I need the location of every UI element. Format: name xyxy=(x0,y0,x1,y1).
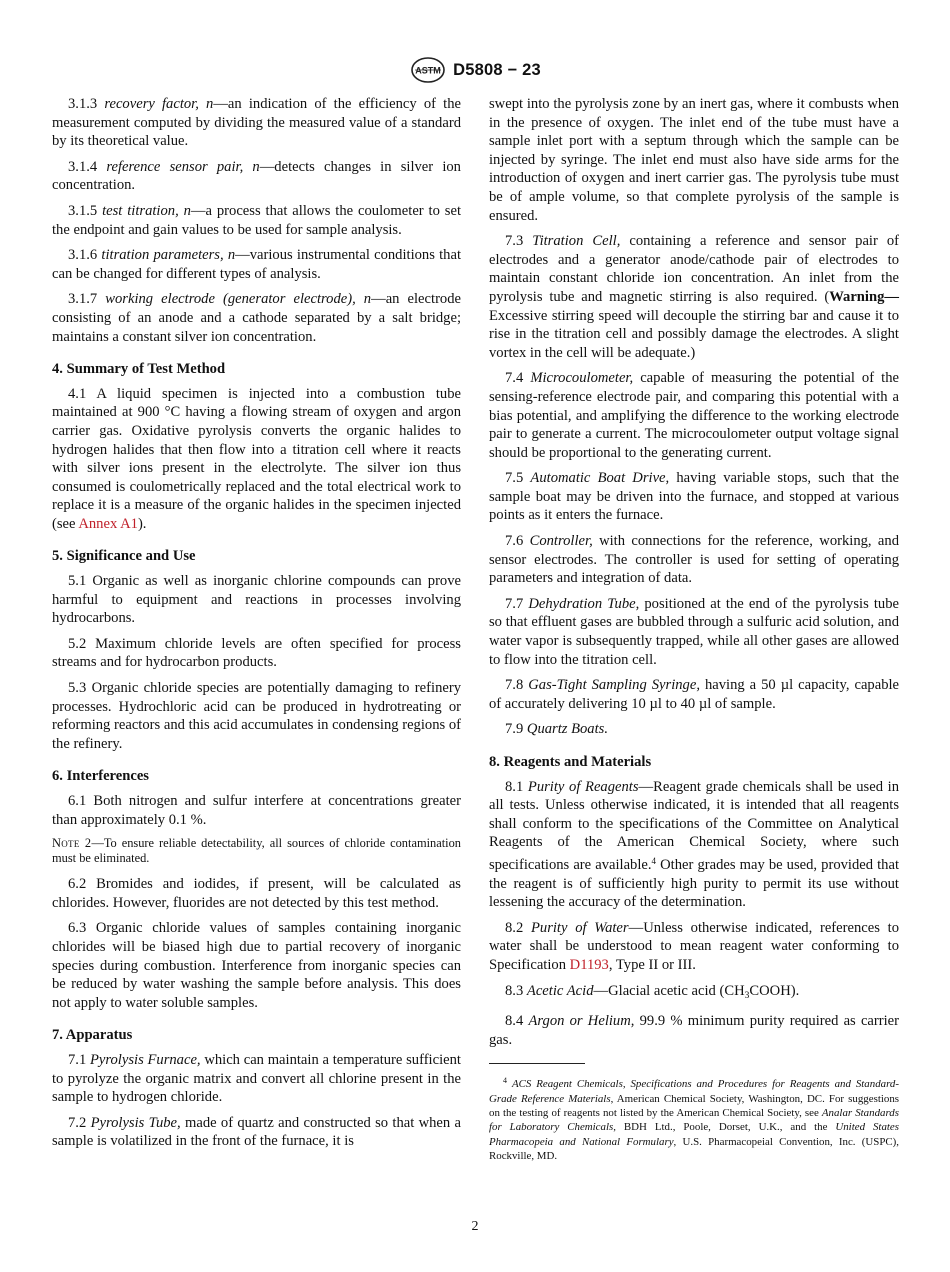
definition-3-1-5: 3.1.5 test titration, n—a process that allows the coulometer to set the endpoint and gain values to be used for sample analysis. xyxy=(52,202,461,238)
paragraph-7-5: 7.5 Automatic Boat Drive, having variable stops, such that the sample boat may be driven into the furnace, and stopped at various points as it enters the furnace. xyxy=(489,470,899,524)
paragraph-6-2: 6.2 Bromides and iodides, if present, will be calculated as chlorides. However, fluorides are not detected by this test method. xyxy=(52,876,461,911)
d1193-link[interactable]: D1193 xyxy=(569,956,609,973)
definition-3-1-4: 3.1.4 reference sensor pair, n—detects changes in silver ion concentration. xyxy=(52,158,461,194)
footnote-divider xyxy=(489,1063,585,1064)
paragraph-7-2-continued: swept into the pyrolysis zone by an inert gas, where it combusts when in the presence of oxygen. The inlet end of the tube must have a sample inlet port with a septum through which the sample can be injected by syringe. The inlet end must also have side arms for the introduction of oxygen and inert carrier gas. The pyrolysis tube must be of ample volume, so that complete pyrolysis of the sample is ensured. xyxy=(489,96,899,224)
paragraph-7-6: 7.6 Controller, with connections for the reference, working, and sensor electrodes. The controller is used for setting of operating parameters and integration of data. xyxy=(489,533,899,587)
left-column xyxy=(52,95,461,1158)
definition-3-1-6: 3.1.6 titration parameters, n—various instrumental conditions that can be changed for different types of analysis. xyxy=(52,247,462,282)
paragraph-8-2: 8.2 Purity of Water—Unless otherwise indicated, references to water shall be understood to mean reagent water conforming to Specification D1193, Type II or III. xyxy=(489,919,899,973)
section-5-heading: 5. Significance and Use xyxy=(52,548,196,565)
paragraph-7-7: 7.7 Dehydration Tube, positioned at the end of the pyrolysis tube so that effluent gases are bubbled through a sulfuric acid solution, and water vapor is subsequently trapped, while all other gases are allowed to flow into the titration cell. xyxy=(489,595,899,668)
paragraph-4-1: 4.1 A liquid specimen is injected into a combustion tube maintained at 900 °C having a flowing stream of oxygen and argon carrier gas. Oxidative pyrolysis converts the organic halides to hydrogen halides that then flow into a titration cell where it reacts with silver ions present in the electrolyte. The silver ion thus consumed is coulometrically replaced and the total electrical work to replace it is a measure of the organic halides in the specimen injected (see Annex A1). xyxy=(52,385,462,532)
astm-logo-icon xyxy=(409,57,447,83)
paragraph-7-3: 7.3 Titration Cell, containing a reference and sensor pair of electrodes and a generator anode/cathode pair of electrodes to maintain constant chloride ion concentration. An inlet from the pyrolysis tube and magnetic stirring is also required. (Warning—Excessive stirring speed will decouple the stirring bar and cause it to rise in the titration cell and possibly damage the electrodes. A slight vortex in the cell will be adequate.) xyxy=(489,233,900,361)
right-column xyxy=(489,95,899,1163)
warning-label: Warning— xyxy=(829,288,899,305)
paragraph-5-2: 5.2 Maximum chloride levels are often specified for process streams and for hydrocarbon products. xyxy=(52,635,461,671)
definition-3-1-3: 3.1.3 recovery factor, n—an indication of the efficiency of the measurement computed by dividing the measured value of a standard by its theoretical value. xyxy=(52,96,461,150)
document-id: D5808 − 23 xyxy=(453,60,541,79)
page-header xyxy=(0,56,950,84)
footnote-ref-4[interactable]: 4 xyxy=(651,855,657,866)
paragraph-7-8: 7.8 Gas-Tight Sampling Syringe, having a 50 µl capacity, capable of accurately delivering 10 µl to 40 µl of sample. xyxy=(489,677,900,712)
paragraph-6-3: 6.3 Organic chloride values of samples containing inorganic chlorides will be biased high due to partial recovery of inorganic species during combustion. Interference from inorganic species can be reduced by water washing the sample before analysis. This does not apply to water soluble samples. xyxy=(52,920,461,1011)
logo-text: ASTM xyxy=(415,65,441,76)
paragraph-7-9: 7.9 Quartz Boats. xyxy=(505,721,608,738)
paragraph-5-1: 5.1 Organic as well as inorganic chlorine compounds can prove harmful to equipment and reactions in processes involving hydrocarbons. xyxy=(52,573,462,627)
paragraph-8-1: 8.1 Purity of Reagents—Reagent grade chemicals shall be used in all tests. Unless otherwise indicated, it is intended that all reagents shall conform to the specifications of the Committee on Analytical Reagents of the American Chemical Society, where such specifications are available.$^4$ Other grades may be used, provided that the reagent is of sufficiently high purity to permit its use without lessening the accuracy of the determination. xyxy=(489,778,900,911)
section-7-heading: 7. Apparatus xyxy=(52,1027,133,1044)
paragraph-7-1: 7.1 Pyrolysis Furnace, which can maintain a temperature sufficient to pyrolyze the organic matrix and convert all chlorine present in the sample to hydrogen chloride. xyxy=(52,1051,461,1106)
page-number: 2 xyxy=(471,1219,479,1234)
paragraph-7-2: 7.2 Pyrolysis Tube, made of quartz and constructed so that when a sample is volatilized in the front of the furnace, it is xyxy=(52,1114,461,1150)
paragraph-5-3: 5.3 Organic chloride species are potentially damaging to refinery processes. Hydrochloric acid can be produced in hydrotreating or reforming reactors and this acid accumulates in condensing regions of the refinery. xyxy=(52,680,461,752)
section-6-heading: 6. Interferences xyxy=(52,768,149,785)
paragraph-6-1: 6.1 Both nitrogen and sulfur interfere at concentrations greater than approximately 0.1 %. xyxy=(52,793,461,828)
paragraph-8-4: 8.4 Argon or Helium, 99.9 % minimum purity required as carrier gas. xyxy=(489,1013,900,1048)
footnote-4: $^4$ ACS Reagent Chemicals, Specifications and Procedures for Reagents and Standard-Grade Reference Materials, American Chemical Society, Washington, DC. For suggestions on the testing of reagents not listed by the American Chemical Society, see Analar Standards for Laboratory Chemicals, BDH Ltd., Poole, Dorset, U.K., and the United States Pharmacopeia and National Formulary, U.S. Pharmacopeial Convention, Inc. (USPC), Rockville, MD. xyxy=(489,1076,900,1162)
note-2: Note 2—To ensure reliable detectability, all sources of chloride contamination must be eliminated. xyxy=(52,836,461,866)
paragraph-8-3: 8.3 Acetic Acid—Glacial acetic acid $(CH_3COOH)$. xyxy=(505,982,800,1001)
section-8-heading: 8. Reagents and Materials xyxy=(489,754,652,770)
paragraph-7-4: 7.4 Microcoulometer, capable of measuring the potential of the sensing-reference electrode pair, and comparing this potential with a bias potential, and amplifying the difference to the working electrode pair to generate a current. The microcoulometer output voltage signal should be proportional to the generating current. xyxy=(489,370,899,461)
definition-3-1-7: 3.1.7 working electrode (generator electrode), n—an electrode consisting of an anode and a cathode separated by a salt bridge; maintains a constant silver ion concentration. xyxy=(52,291,461,345)
section-4-heading: 4. Summary of Test Method xyxy=(52,361,226,378)
annex-a1-link[interactable]: Annex A1 xyxy=(78,515,138,532)
